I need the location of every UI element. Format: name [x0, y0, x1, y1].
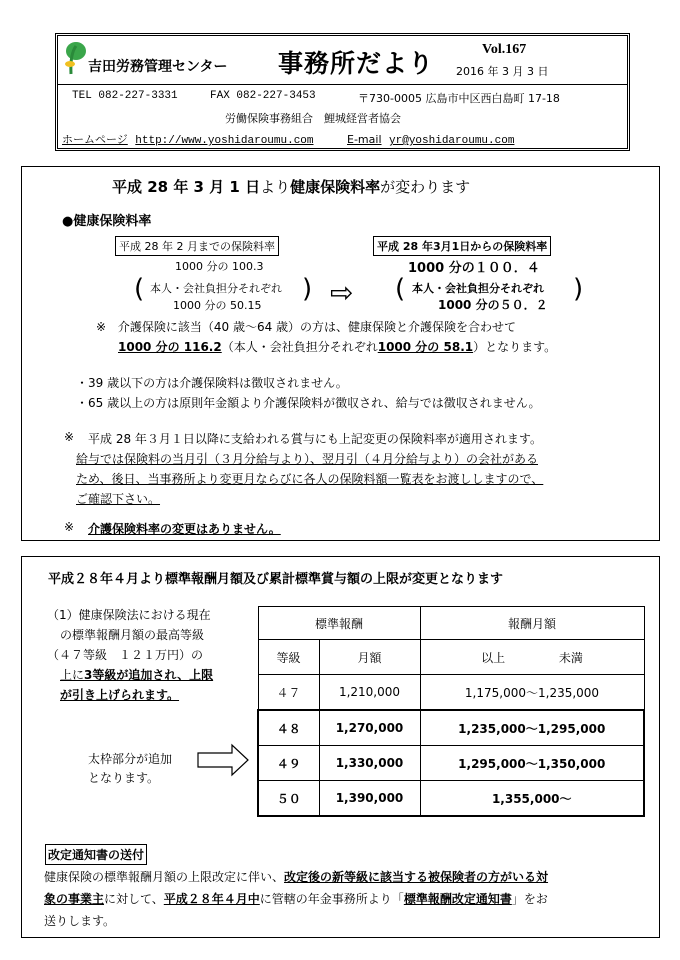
before-paren-right: ) — [302, 274, 313, 304]
col-grade: 等級 — [258, 640, 319, 675]
desc-line4-a: 上に — [60, 668, 85, 682]
after-rate: 1000 分の１００．４ — [408, 261, 540, 276]
range-cell: 1,355,000～ — [420, 781, 644, 817]
desc-line1: （1）健康保険法における現在 — [47, 608, 211, 622]
table-row — [258, 710, 644, 746]
notice-l2-d: に管轄の年金事務所より「 — [259, 892, 404, 906]
care-note-line2 — [118, 338, 556, 355]
care-rate: 1000 分の 116.2 — [118, 340, 222, 354]
range-cell: 1,295,000～1,350,000 — [420, 746, 644, 781]
title-change: が変わります — [380, 178, 471, 196]
notice-l1-a: 健康保険の標準報酬月額の上限改定に伴い、 — [44, 870, 285, 884]
notice-line2 — [44, 890, 548, 907]
grade-cell: ４９ — [258, 746, 319, 781]
after-paren-left: ( — [395, 274, 406, 304]
notice-l2-e: 標準報酬改定通知書 — [403, 892, 512, 906]
bonus-note-line3: ため、後日、当事務所より変更月ならびに各人の保険料額一覧表をお渡ししますので、 — [76, 472, 544, 486]
email-label: E-mail — [347, 133, 382, 146]
col-max: 未満 — [558, 650, 583, 665]
contact-line — [62, 131, 514, 147]
table-row — [258, 675, 644, 711]
grade-cell: ４７ — [258, 675, 319, 711]
monthly-cell: 1,210,000 — [319, 675, 420, 711]
desc-line5: が引き上げられます。 — [60, 688, 180, 702]
range-cell: 1,235,000～1,295,000 — [420, 710, 644, 746]
notice-l2-c: 平成２８年４月中 — [163, 892, 260, 906]
range-cell: 1,175,000～1,235,000 — [420, 675, 644, 711]
table-row — [258, 746, 644, 781]
title-rate: 健康保険料率 — [290, 178, 381, 196]
associations: 労働保険事務組合 鯉城経営者協会 — [225, 112, 401, 125]
title-date: 平成 28 年 3 月 1 日 — [112, 178, 261, 196]
col-monthly: 月額 — [319, 640, 420, 675]
care-note-text1: 介護保険に該当（40 歳～64 歳）の方は、健康保険と介護保険を合わせて — [117, 320, 517, 334]
notice-heading: 改定通知書の送付 — [45, 844, 147, 865]
logo-leaf-icon — [62, 40, 88, 76]
notice-l2-b: に対して、 — [104, 892, 164, 906]
right-arrow-icon: ⇨ — [330, 276, 354, 309]
desc-line3: （４７等級 １２１万円）の — [47, 648, 204, 662]
notice-line1 — [44, 868, 548, 885]
notice-line3: 送りします。 — [44, 914, 116, 928]
bonus-note-line4: ご確認下さい。 — [76, 492, 161, 506]
address: 〒730-0005 広島市中区西白島町 17-18 — [358, 92, 560, 105]
grade-cell: ５０ — [258, 781, 319, 817]
care-each-rate: 1000 分の 58.1 — [377, 340, 474, 354]
added-note-line1: 太枠部分が追加 — [88, 752, 173, 766]
outline-arrow-icon — [196, 743, 250, 777]
homepage-label: ホームページ — [62, 133, 128, 146]
before-each-rate: 1000 分の 50.15 — [173, 299, 262, 312]
newsletter-title: 事務所だより — [278, 49, 435, 78]
org-name: 吉田労務管理センター — [88, 59, 228, 75]
homepage-link[interactable]: http://www.yoshidaroumu.com — [135, 135, 314, 147]
before-label: 平成 28 年 2 月までの保険料率 — [115, 236, 279, 256]
fax: FAX 082-227-3453 — [210, 90, 316, 102]
bonus-note-mark: ※ — [64, 430, 75, 444]
notice-l2-a: 象の事業主 — [44, 892, 105, 906]
rate-table — [257, 606, 645, 817]
health-rate-heading: ●健康保険料率 — [62, 214, 152, 229]
bonus-note-line2: 給与では保険料の当月引（３月分給与より）、翌月引（４月分給与より）の会社がある — [76, 452, 539, 466]
header-standard: 標準報酬 — [258, 607, 420, 640]
desc-line4 — [60, 666, 213, 683]
tel: TEL 082-227-3331 — [72, 90, 178, 102]
header-divider — [58, 84, 627, 85]
desc-line4-b: 3等級が追加され、上限 — [84, 668, 214, 682]
care-unchanged-mark: ※ — [64, 520, 75, 534]
care-note-line1 — [96, 318, 516, 335]
notice-l2-f: 」をお — [511, 892, 548, 906]
care-mid: （本人・会社負担分それぞれ — [221, 340, 378, 354]
notice-l1-b: 改定後の新等級に該当する被保険者の方がいる対 — [284, 870, 549, 884]
after-each-label: 本人・会社負担分それぞれ — [412, 282, 544, 295]
added-note-line2: となります。 — [88, 771, 160, 785]
col-min: 以上 — [481, 650, 506, 665]
monthly-cell: 1,270,000 — [319, 710, 420, 746]
desc-line2: の標準報酬月額の最高等級 — [60, 628, 205, 642]
after-each-rate: 1000 分の５０．２ — [438, 298, 548, 312]
before-each-label: 本人・会社負担分それぞれ — [150, 282, 282, 295]
before-paren-left: ( — [134, 274, 145, 304]
grade-cell: ４８ — [258, 710, 319, 746]
title-from: より — [260, 178, 291, 196]
monthly-cell: 1,330,000 — [319, 746, 420, 781]
email-link[interactable]: yr@yoshidaroumu.com — [389, 135, 515, 147]
table-row — [258, 781, 644, 817]
care-end: ）となります。 — [473, 340, 557, 354]
bullet-over-65: ・65 歳以上の方は原則年金額より介護保険料が徴収され、給与では徴収されません。 — [76, 396, 541, 410]
care-note-mark: ※ — [96, 320, 107, 334]
bonus-note-line1: 平成 28 年３月１日以降に支給われる賞与にも上記変更の保険料率が適用されます。 — [88, 432, 542, 446]
monthly-cell: 1,390,000 — [319, 781, 420, 817]
after-label: 平成 28 年3月1日からの保険料率 — [373, 236, 551, 256]
bullet-under-39: ・39 歳以下の方は介護保険料は徴収されません。 — [76, 376, 348, 390]
before-rate: 1000 分の 100.3 — [175, 260, 264, 273]
col-range-header — [420, 640, 644, 675]
after-paren-right: ) — [573, 274, 584, 304]
volume-number: Vol.167 — [482, 42, 527, 57]
care-unchanged-note: 介護保険料率の変更はありません。 — [88, 522, 281, 536]
section1-title — [112, 176, 470, 197]
issue-date: 2016 年 3 月 3 日 — [456, 65, 549, 78]
header-monthly-pay: 報酬月額 — [420, 607, 644, 640]
section2-title: 平成２８年４月より標準報酬月額及び累計標準賞与額の上限が変更となります — [48, 572, 504, 587]
